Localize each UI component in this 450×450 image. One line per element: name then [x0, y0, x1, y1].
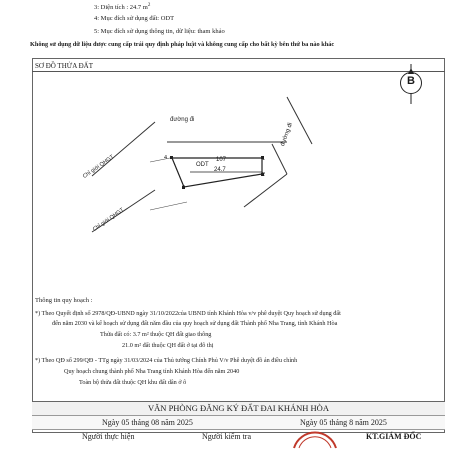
- road-edge-lower-right: [244, 174, 287, 207]
- area-superscript: 2: [147, 3, 151, 8]
- label-connector: [150, 202, 187, 210]
- date-left: Ngày 05 tháng 08 năm 2025: [102, 418, 193, 427]
- footer-date-row: [32, 415, 445, 429]
- diagram-title: SƠ ĐỒ THỬA ĐẤT: [35, 62, 93, 70]
- reference-line: 5: Mục đích sử dụng thông tin, dữ liệu: tham khảo: [94, 28, 225, 35]
- road-label-right: đường đi: [280, 122, 294, 148]
- vertex-label: 2: [262, 172, 266, 178]
- road-edge-right-outer: [287, 97, 312, 144]
- boundary-label-bottom: Chỉ giới QHGT: [92, 207, 126, 233]
- footer-roles-row: [32, 429, 445, 443]
- road-label-top: đường đi: [170, 117, 195, 123]
- road-edge-right-inner: [272, 144, 287, 174]
- planning-item1-line3: Thửa đất có: 3.7 m² thuộc QH đất giao thông: [100, 331, 212, 338]
- planning-item1-line2: đến năm 2030 và kế hoạch sử dụng đất năm đầu của quy hoạch sử dụng đất Thành phố Nha Trang, tỉnh Khánh Hòa: [52, 320, 338, 327]
- role-checker: Người kiểm tra: [202, 432, 251, 441]
- role-director: KT.GIÁM ĐỐC: [366, 432, 422, 441]
- planning-item2-line3: Toàn bộ thửa đất thuộc QH khu đất dân ở ô: [79, 379, 187, 386]
- vertex-label: 1: [262, 156, 266, 162]
- parcel-area: 24.7: [214, 167, 226, 173]
- vertex-label: 4: [164, 155, 168, 161]
- area-line: [94, 3, 150, 11]
- planning-item2-line2: Quy hoạch chung thành phố Nha Trang tỉnh Khánh Hòa đến năm 2040: [64, 368, 240, 375]
- disclaimer: Không sử dụng dữ liệu được cung cấp trái quy định pháp luật và không cung cấp cho bất kỳ bên thứ ba nào khác: [30, 41, 335, 48]
- boundary-label-top: Chỉ giới QHGT: [82, 154, 116, 180]
- date-right: Ngày 05 tháng 8 năm 2025: [300, 418, 387, 427]
- planning-item1-line4: 21.0 m² đất thuộc QH đất ở tại đô thị: [122, 342, 214, 349]
- role-performer: Người thực hiện: [82, 432, 135, 441]
- area-text: 3: Diện tích : 24.7 m: [94, 4, 148, 12]
- official-stamp: [290, 418, 340, 450]
- parcel-diagram: [32, 72, 445, 297]
- planning-title: Thông tin quy hoạch :: [35, 297, 93, 304]
- purpose-line: 4: Mục đích sử dụng đất: ODT: [94, 15, 175, 22]
- planning-item2-line1: *) Theo QĐ số 299/QĐ - TTg ngày 31/03/2024 của Thủ tướng Chính Phủ V/v Phê duyệt đồ án điều chỉnh: [35, 357, 298, 364]
- parcel-number: 107: [216, 157, 227, 163]
- compass-letter: B: [407, 75, 415, 87]
- footer-office-row: [32, 401, 445, 415]
- parcel-code: ODT: [196, 162, 209, 168]
- vertex-label: 3: [182, 185, 186, 191]
- office-name: VĂN PHÒNG ĐĂNG KÝ ĐẤT ĐAI KHÁNH HÒA: [148, 403, 329, 413]
- vertex-marker: [170, 156, 173, 159]
- planning-item1-line1: *) Theo Quyết định số 2978/QĐ-UBND ngày 31/10/2022của UBND tỉnh Khánh Hòa v/v phê duyệt Quy hoạch sử dụng đất: [35, 310, 341, 317]
